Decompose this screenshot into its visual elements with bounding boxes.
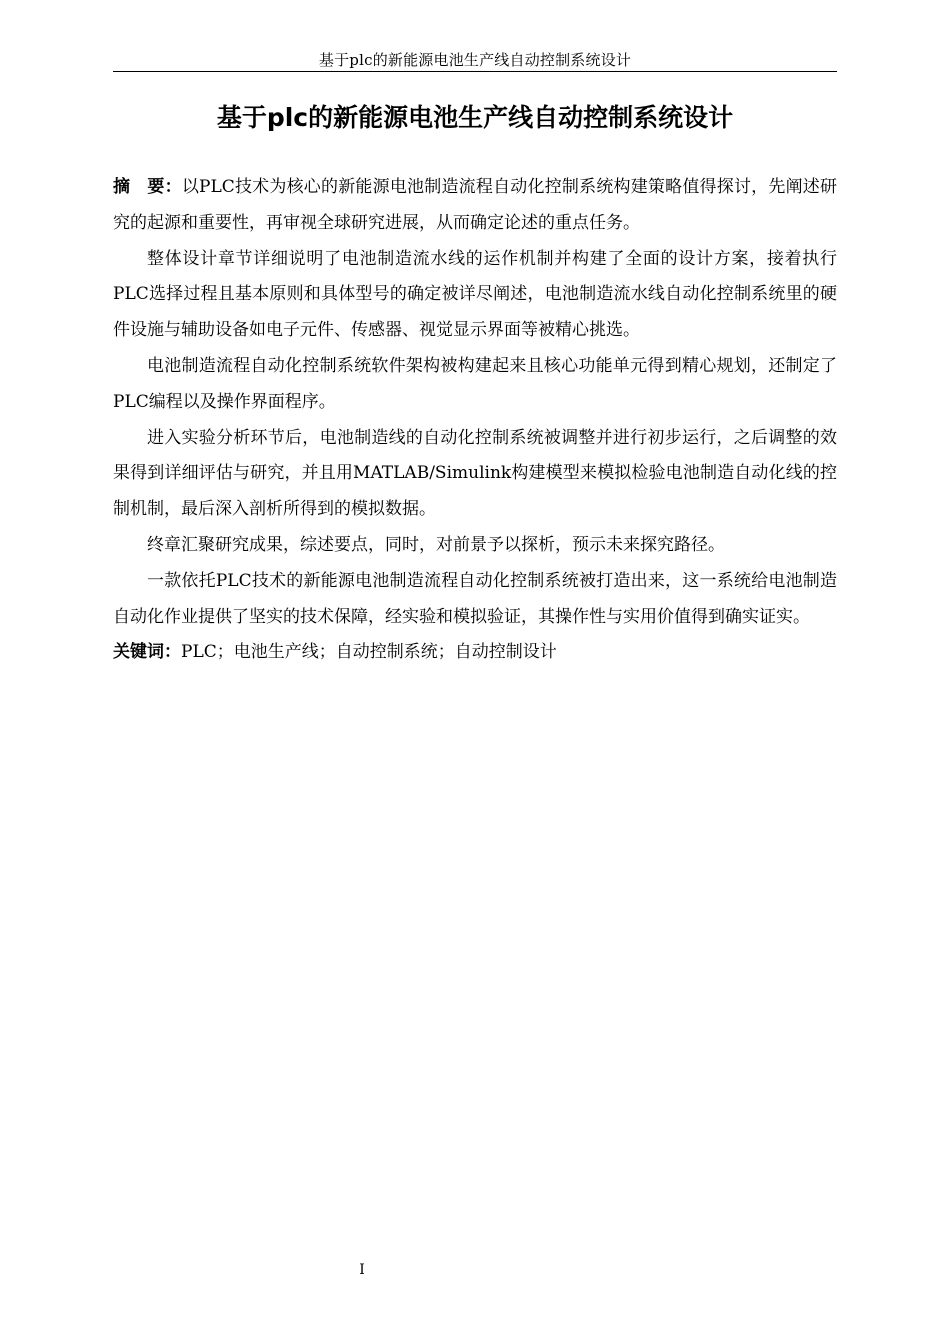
running-header: 基于plc的新能源电池生产线自动控制系统设计 — [318, 51, 632, 69]
abstract-paragraph: 进入实验分析环节后，电池制造线的自动化控制系统被调整并进行初步运行，之后调整的效果得到详细评估与研究，并且用MATLAB/Simulink构建模型来模拟检验电池制造自动化线的控制机制，最后深入剖析所得到的模拟数据。 — [113, 427, 837, 520]
abstract-section — [113, 170, 837, 671]
abstract-paragraph-1-text: 以PLC技术为核心的新能源电池制造流程自动化控制系统构建策略值得探讨，先阐述研究的起源和重要性，再审视全球研究进展，从而确定论述的重点任务。 — [113, 177, 838, 233]
abstract-paragraph: 终章汇聚研究成果，综述要点，同时，对前景予以探析，预示未来探究路径。 — [147, 534, 725, 555]
document-title: 基于plc的新能源电池生产线自动控制系统设计 — [216, 103, 734, 132]
abstract-paragraph — [113, 170, 837, 242]
abstract-label: 摘 要： — [113, 177, 182, 197]
abstract-paragraph: 电池制造流程自动化控制系统软件架构被构建起来且核心功能单元得到精心规划，还制定了PLC编程以及操作界面程序。 — [113, 355, 837, 412]
abstract-paragraph: 整体设计章节详细说明了电池制造流水线的运作机制并构建了全面的设计方案，接着执行PLC选择过程且基本原则和具体型号的确定被详尽阐述，电池制造流水线自动化控制系统里的硬件设施与辅助设备如电子元件、传感器、视觉显示界面等被精心挑选。 — [113, 248, 837, 341]
keywords-label: 关键词： — [113, 642, 181, 663]
abstract-paragraph: 一款依托PLC技术的新能源电池制造流程自动化控制系统被打造出来，这一系统给电池制造自动化作业提供了坚实的技术保障，经实验和模拟验证，其操作性与实用价值得到确实证实。 — [113, 570, 837, 627]
header-rule — [113, 71, 837, 72]
page-number: I — [359, 1262, 365, 1278]
keywords-text: PLC；电池生产线；自动控制系统；自动控制设计 — [181, 642, 557, 663]
keywords-line — [113, 635, 837, 671]
